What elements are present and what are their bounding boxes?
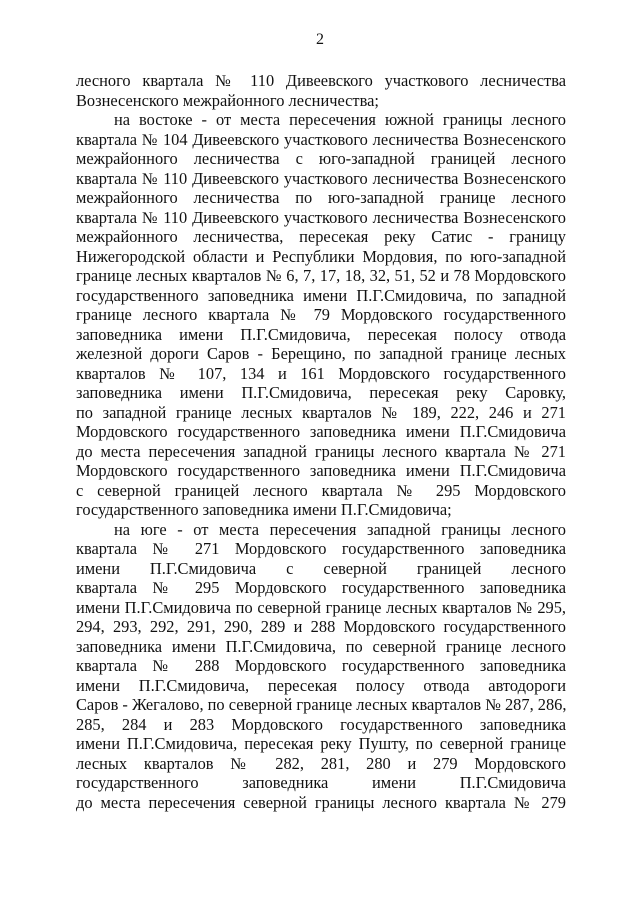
text-line: Вознесенского межрайонного лесничества; — [76, 90, 379, 110]
text-line: до места пересечения западной границы лесного квартала № 271 — [76, 441, 566, 461]
text-line: границе лесного квартала № 79 Мордовского государственного — [76, 305, 566, 324]
text-line: на востоке - от места пересечения южной границы лесного — [114, 110, 566, 129]
text-line: имени П.Г.Смидовича с северной границей лесного — [76, 558, 566, 578]
text-line: межрайонного лесничества, пересекая реку Сатис - границу — [76, 227, 566, 246]
text-line: имени П.Г.Смидовича по северной границе лесных кварталов № 295, — [76, 597, 566, 617]
text-line: квартала № 288 Мордовского государственного заповедника — [76, 656, 566, 675]
text-line: границе лесных кварталов № 6, 7, 17, 18, 32, 51, 52 и 78 Мордовского — [76, 266, 566, 285]
text-line: межрайонного лесничества по юго-западной границе лесного — [76, 188, 566, 207]
text-line: заповедника имени П.Г.Смидовича, пересекая полосу отвода — [76, 324, 566, 344]
page-number: 2 — [316, 31, 324, 48]
text-line: квартала № 295 Мордовского государственного заповедника — [76, 578, 566, 597]
text-line: заповедника имени П.Г.Смидовича, по северной границе лесного — [76, 636, 566, 656]
text-line: железной дороги Саров - Берещино, по западной границе лесных — [76, 344, 566, 363]
text-line: 294, 293, 292, 291, 290, 289 и 288 Мордовского государственного — [76, 617, 566, 636]
text-line: государственного заповедника имени П.Г.Смидовича; — [76, 500, 452, 519]
text-line: имени П.Г.Смидовича, пересекая реку Пушту, по северной границе — [76, 734, 566, 753]
text-line: государственного заповедника имени П.Г.Смидовича, по западной — [76, 285, 566, 305]
text-line: квартала № 110 Дивеевского участкового лесничества Вознесенского — [76, 207, 566, 227]
text-line: Мордовского государственного заповедника имени П.Г.Смидовича — [76, 422, 566, 441]
text-line: квартала № 271 Мордовского государственного заповедника — [76, 539, 566, 558]
text-line: заповедника имени П.Г.Смидовича, пересекая реку Саровку, — [76, 383, 566, 402]
text-line: лесного квартала № 110 Дивеевского участкового лесничества — [76, 71, 566, 90]
text-line: до места пересечения северной границы лесного квартала № 279 — [76, 792, 566, 812]
document-body — [76, 71, 566, 812]
text-line: 285, 284 и 283 Мордовского государственного заповедника — [76, 714, 566, 734]
text-line: кварталов № 107, 134 и 161 Мордовского государственного — [76, 363, 566, 383]
text-line: по западной границе лесных кварталов № 189, 222, 246 и 271 — [76, 402, 566, 422]
text-line: Мордовского государственного заповедника имени П.Г.Смидовича — [76, 461, 566, 480]
text-line: лесных кварталов № 282, 281, 280 и 279 Мордовского — [76, 753, 566, 773]
text-line: квартала № 104 Дивеевского участкового лесничества Вознесенского — [76, 129, 566, 149]
text-line: Саров - Жегалово, по северной границе лесных кварталов № 287, 286, — [76, 695, 566, 714]
text-line: на юге - от места пересечения западной границы лесного — [114, 519, 566, 539]
text-line: с северной границей лесного квартала № 295 Мордовского — [76, 480, 566, 500]
text-line: Нижегородской области и Республики Мордовия, по юго-западной — [76, 246, 566, 266]
text-line: межрайонного лесничества с юго-западной границей лесного — [76, 149, 566, 168]
text-line: квартала № 110 Дивеевского участкового лесничества Вознесенского — [76, 168, 566, 188]
text-line: государственного заповедника имени П.Г.Смидовича — [76, 773, 566, 792]
text-line: имени П.Г.Смидовича, пересекая полосу отвода автодороги — [76, 675, 566, 695]
